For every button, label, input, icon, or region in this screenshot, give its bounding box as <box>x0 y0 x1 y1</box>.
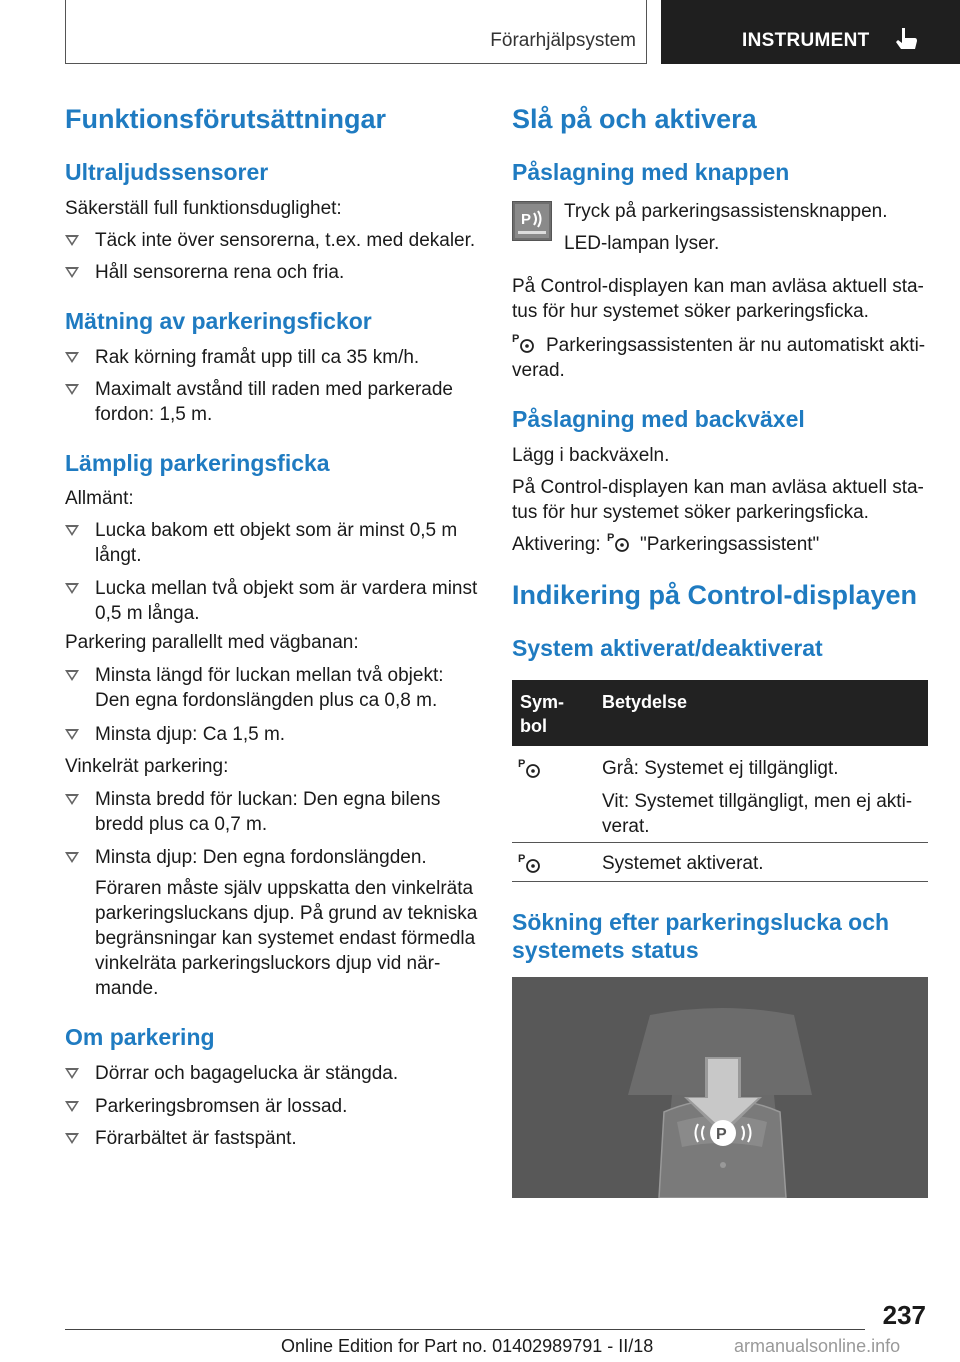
bullet-triangle-icon <box>65 729 79 740</box>
col-meaning-header: Betydelse <box>602 692 688 712</box>
table-divider <box>512 842 928 843</box>
row2-text: Systemet aktiverat. <box>602 853 764 874</box>
svg-text:P: P <box>518 853 526 865</box>
header-section-box <box>65 0 647 64</box>
display-para-line: tus för hur systemet söker parkeringsficka. <box>512 502 869 523</box>
parallel-label: Parkering parallellt med vägbanan: <box>65 632 359 653</box>
page-number: 237 <box>882 1300 926 1330</box>
row1-white-text: Vit: Systemet tillgängligt, men ej akti- <box>602 791 913 812</box>
pointing-hand-icon <box>893 26 919 52</box>
ultra-intro: Säkerställ full funktionsduglighet: <box>65 198 342 219</box>
general-label: Allmänt: <box>65 488 134 509</box>
svg-text:P: P <box>607 532 615 544</box>
bullet-triangle-icon <box>65 1101 79 1112</box>
heading-functional-requirements: Funktionsförutsättningar <box>65 104 386 134</box>
reverse-instruction: Lägg i backväxeln. <box>512 445 670 466</box>
parking-assist-button-icon <box>512 201 552 241</box>
parking-assist-symbol-icon <box>607 530 631 554</box>
bullet-triangle-icon <box>65 525 79 536</box>
watermark: armanualsonline.info <box>734 1336 901 1356</box>
bullet-triangle-icon <box>65 583 79 594</box>
bullet-triangle-icon <box>65 1068 79 1079</box>
display-para-line: tus för hur systemet söker parkeringsficka. <box>512 301 869 322</box>
bullet-triangle-icon <box>65 352 79 363</box>
perpendicular-label: Vinkelrät parkering: <box>65 756 229 777</box>
heading-reverse-switch-on: Påslagning med backväxel <box>512 406 805 432</box>
bullet-triangle-icon <box>65 1133 79 1144</box>
heading-measuring: Mätning av parkeringsfickor <box>65 308 372 334</box>
activation-menu-item: "Parkeringsassistent" <box>640 534 820 555</box>
bullet-triangle-icon <box>65 794 79 805</box>
bullet-triangle-icon <box>65 852 79 863</box>
parking-assist-symbol-icon <box>518 756 544 780</box>
perp-note-line: parkeringsluckans djup. På grund av tekniska <box>95 903 478 924</box>
button-instruction: Tryck på parkeringsassistensknappen. <box>564 201 888 222</box>
svg-text:P: P <box>518 758 526 770</box>
led-text: LED-lampan lyser. <box>564 233 720 254</box>
bullet-continuation: fordon: 1,5 m. <box>95 404 213 425</box>
heading-about-parking: Om parkering <box>65 1024 215 1050</box>
col-symbol-header: Sym- bol <box>520 692 565 736</box>
perp-note-line: vinkelräta parkeringsluckors djup vid när- <box>95 953 441 974</box>
bullet-triangle-icon <box>65 670 79 681</box>
heading-ultrasonic-sensors: Ultraljudssensorer <box>65 159 269 185</box>
display-para-line: På Control-displayen kan man avläsa aktuell sta- <box>512 276 924 297</box>
section-title: Förarhjälpsystem <box>490 30 636 51</box>
heading-switch-on: Slå på och aktivera <box>512 104 757 134</box>
table-header <box>512 680 928 746</box>
bullet-continuation: långt. <box>95 545 142 566</box>
parking-assist-active-icon <box>518 851 544 875</box>
activation-label: Aktivering: <box>512 534 601 555</box>
heading-control-display: Indikering på Control-displayen <box>512 580 918 610</box>
auto-activated-line: verad. <box>512 360 565 381</box>
bullet-triangle-icon <box>65 235 79 246</box>
svg-text:P: P <box>716 1126 727 1143</box>
svg-text:P: P <box>521 211 532 228</box>
chapter-tab-label: INSTRUMENT <box>742 30 870 51</box>
chapter-tab[interactable] <box>661 0 960 64</box>
heading-button-switch-on: Påslagning med knappen <box>512 159 790 185</box>
heading-search-status: Sökning efter parkeringslucka och systemets status <box>512 909 890 963</box>
heading-suitable-space: Lämplig parkeringsficka <box>65 450 330 476</box>
row1-grey-text: Grå: Systemet ej tillgängligt. <box>602 758 839 779</box>
bullet-continuation: bredd plus ca 0,7 m. <box>95 814 268 835</box>
bullet-triangle-icon <box>65 384 79 395</box>
row1-white-text-cont: verat. <box>602 816 650 837</box>
bullet-triangle-icon <box>65 267 79 278</box>
heading-system-status: System aktiverat/deaktiverat <box>512 635 823 661</box>
parking-search-illustration <box>512 977 928 1198</box>
bullet-continuation: Den egna fordonslängden plus ca 0,8 m. <box>95 690 438 711</box>
perp-note-line: begränsningar kan systemet endast förmedla <box>95 928 476 949</box>
perp-note-line: mande. <box>95 978 159 999</box>
perp-note-line: Föraren måste själv uppskatta den vinkelräta <box>95 878 474 899</box>
auto-activated-line: Parkeringsassistenten är nu automatiskt akti- <box>546 335 926 356</box>
display-para-line: På Control-displayen kan man avläsa aktuell sta- <box>512 477 924 498</box>
edition-info: Online Edition for Part no. 01402989791 - II/18 <box>281 1336 654 1356</box>
svg-text:P: P <box>512 333 520 345</box>
footer-rule <box>65 1329 865 1330</box>
table-divider <box>512 881 928 882</box>
bullet-continuation: 0,5 m långa. <box>95 603 200 624</box>
parking-assist-symbol-icon <box>512 331 536 355</box>
